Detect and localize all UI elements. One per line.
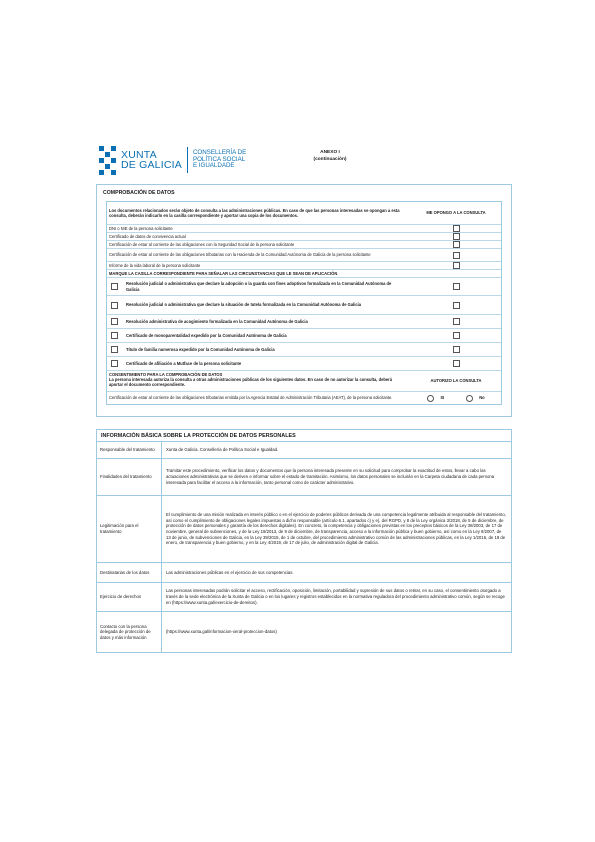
privacy-row-label: Legitimación para el tratamiento [97,496,162,562]
oppose-checkbox[interactable] [453,283,460,290]
xunta-logo [99,146,246,174]
oppose-checkbox[interactable] [453,262,460,269]
privacy-contact-link[interactable]: (https://www.xunta.gal/informacion-xeral-proteccion-datos) [166,629,277,635]
consent-title: CONSENTIMIENTO PARA LA COMPROBACIÓN DE DATOS [109,372,223,377]
dept-line-2: POLÍTICA SOCIAL [192,155,246,163]
dept-line-1: CONSELLERÍA DE [192,149,247,157]
privacy-row [97,496,511,563]
doc-label: DNI o NIE de la persona solicitante [109,225,173,231]
oppose-checkbox[interactable] [453,233,460,240]
authorize-yes-label: SI [440,395,445,401]
data-check-intro: Los documentos relacionados serán objeto de consulta a las administraciones públicas. En caso de que las personas interesadas se opongan a esta consulta, deberán indicarlo en la casilla correspondiente y aportar una copia de los documentos. [109,207,400,218]
circumstance-checkbox[interactable] [111,360,118,367]
oppose-checkbox[interactable] [453,252,460,259]
department-name [193,150,246,170]
xunta-emblem-icon [99,146,117,174]
circumstance-label: Resolución judicial o administrativa que declare la situación de tutela formalizada en la Comunidad Autónoma de Galicia [126,302,362,308]
privacy-row-text: Las personas interesadas podrán solicitar el acceso, rectificación, oposición, limitación, portabilidad y supresión de sus datos o retirar, en su caso, el consentimiento otorgado a través de la sede electrónica de la Xunta de Galicia o en los lugares y registros establecidos en la normativa reguladora del procedimiento administrativo común, según se recoge en (https://www.xunta.gal/exercicio-de-dereitos). [166,588,505,605]
circumstance-label: Certificado de monoparentalidad expedido por la Comunidad Autónoma de Galicia [126,332,287,338]
circumstance-checkbox[interactable] [111,318,118,325]
oppose-checkbox[interactable] [453,360,460,367]
privacy-row-label: Responsable del tratamiento [97,442,162,458]
mark-header-row [107,270,501,278]
doc-row [107,262,501,270]
data-check-header-row [107,202,501,225]
privacy-row [97,563,511,583]
logo-line-2: DE GALICIA [121,159,182,171]
privacy-row-text: Las administraciones públicas en el ejercicio de sus competencias. [166,569,294,575]
oppose-header: ME OPONGO A LA CONSULTA [426,210,486,216]
circumstance-label: Título de familia numerosa expedido por la Comunidad Autónoma de Galicia [126,346,275,352]
oppose-checkbox[interactable] [453,318,460,325]
logo-divider [187,147,188,173]
data-check-table [106,201,502,405]
consent-radio-group [411,395,501,402]
logo-line-1: XUNTA [121,149,157,161]
consent-block [107,372,411,388]
authorize-no-radio[interactable] [466,395,473,402]
circumstance-label: Certificado de afiliación a Mutface de la persona solicitante [126,360,242,366]
doc-row [107,233,501,241]
doc-label: Certificado de datos de convivencia actual [109,233,186,239]
circumstance-row [107,296,501,315]
mark-header: MARQUE LA CASILLA CORRESPONDIENTE PARA SEÑALAR LAS CIRCUNSTANCIAS QUE LE SEAN DE APLICACIÓN [109,270,338,276]
privacy-row-text: Tramitar este procedimiento, verificar los datos y documentos que la persona interesada presente en su solicitud para comprobar la exactitud de estos, llevar a cabo las actuaciones administrativas que se deriven e informar sobre el estado de tramitación. Asimismo, los datos personales se incluirán en la Carpeta ciudadana de cada persona interesada para facilitar el acceso a la información, tanto personal como de carácter administrativo. [166,468,495,485]
dept-line-3: E IGUALDADE [192,162,235,170]
privacy-row-label: Ejercicio de derechos [97,583,162,611]
privacy-row-label: Destinatarias de los datos [97,563,162,582]
authorize-yes-radio[interactable] [427,395,434,402]
consent-text: La persona interesada autoriza la consulta a otras administraciones públicas de los siguientes datos. En caso de no autorizar la consulta, deberá aportar el documento correspondiente. [109,377,393,388]
privacy-row-label: Contacto con la persona delegada de protección de datos y más información [97,612,162,652]
circumstance-row [107,315,501,329]
annex-subtitle: (continuación) [313,156,347,162]
consent-item-row [107,392,501,404]
oppose-checkbox[interactable] [453,225,460,232]
circumstance-row [107,357,501,371]
privacy-row [97,459,511,496]
circumstance-row [107,343,501,357]
logo-wordmark [121,150,182,170]
oppose-checkbox[interactable] [453,332,460,339]
circumstance-row [107,278,501,296]
circumstance-checkbox[interactable] [111,302,118,309]
circumstance-checkbox[interactable] [111,283,118,290]
privacy-row-label: Finalidades del tratamiento [97,459,162,495]
circumstance-label: Resolución judicial o administrativa que declare la adopción o la guarda con fines adoptivos formalizada en la Comunidad Autónoma de Galicia [126,281,392,292]
annex-heading [300,150,360,163]
consent-item-label: Certificación de estar al corriente de las obligaciones tributarias emitida por la Agencia Estatal de Administración Tributaria (AEAT), de la persona solicitante. [109,395,393,401]
privacy-table [96,429,512,653]
doc-row [107,225,501,233]
doc-row [107,249,501,262]
privacy-title: INFORMACIÓN BÁSICA SOBRE LA PROTECCIÓN DE DATOS PERSONALES [97,430,511,442]
privacy-row [97,442,511,459]
authorize-no-label: No [479,395,485,401]
oppose-checkbox[interactable] [453,346,460,353]
circumstance-checkbox[interactable] [111,332,118,339]
oppose-checkbox[interactable] [453,241,460,248]
doc-label: Informe de la vida laboral de la persona solicitante [109,262,201,268]
circumstance-label: Resolución administrativa de acogimiento formalizada en la Comunidad Autónoma de Galicia [126,318,308,324]
authorize-header: AUTORIZO LA CONSULTA [430,378,482,383]
privacy-row [97,583,511,612]
doc-label: Certificación de estar al corriente de las obligaciones tributarias con la Hacienda de la Comunidad Autónoma de Galicia de la persona solicitante [109,252,371,258]
data-check-title: COMPROBACIÓN DE DATOS [103,190,175,196]
consent-header-row [107,371,501,392]
privacy-row [97,612,511,652]
annex-title: ANEXO I [320,150,340,155]
oppose-checkbox[interactable] [453,302,460,309]
data-check-section [96,184,512,417]
privacy-row-text: Xunta de Galicia. Consellería de Política Social e Igualdad. [166,447,279,453]
doc-row [107,241,501,249]
circumstance-row [107,329,501,343]
circumstance-checkbox[interactable] [111,346,118,353]
doc-label: Certificación de estar al corriente de las obligaciones con la Seguridad Social de la persona solicitante [109,241,295,247]
privacy-row-text: El cumplimiento de una misión realizada en interés público o en el ejercicio de poderes públicos derivada de una competencia legalmente atribuida al responsable del tratamiento, así como el cumplimiento de obligaciones legales impuestas a dicho responsable (artículo 6.1, apartados c) y e), del RGPD, y 8 de la Ley orgánica 3/2018, de 5 de diciembre, de protección de datos personales y garantía de los derechos digitales). En concreto, la competencia y obligaciones previstas en los preceptos básicos de la Ley 38/2003, de 17 de noviembre, general de subvenciones, y de la Ley 19/2013, de 9 de diciembre, de transparencia, acceso a la información pública y buen gobierno, así como en la Ley 9/2007, de 13 de junio, de subvenciones de Galicia, en la Ley 39/2015, de 1 de octubre, del procedimiento administrativo común de las administraciones públicas, en la Ley 1/2016, de 18 de enero, de transparencia y buen gobierno, y en la Ley 4/2019, de 17 de julio, de administración digital de Galicia. [166,511,506,546]
